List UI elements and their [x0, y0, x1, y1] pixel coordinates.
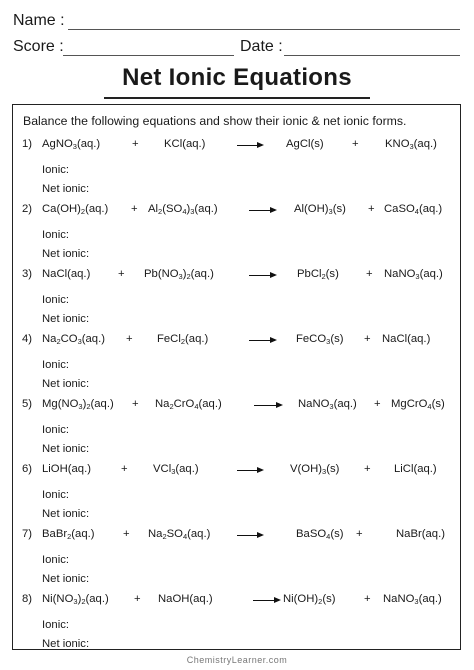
subscript: 2 — [80, 207, 86, 216]
formula-text: NaCl(aq.) — [382, 333, 431, 345]
formula-text: ) — [182, 268, 187, 280]
reactant-2 — [164, 138, 205, 150]
name-line[interactable] — [68, 29, 460, 30]
formula-text: (aq.) — [418, 593, 442, 605]
formula-text: (s) — [332, 203, 346, 215]
subscript: 2 — [180, 337, 186, 346]
equation — [0, 268, 474, 284]
formula-text: (s) — [431, 398, 445, 410]
reactant-2 — [144, 268, 214, 280]
formula-text: Al — [148, 203, 159, 215]
subscript: 3 — [72, 142, 77, 151]
formula-text: (aq.) — [85, 203, 109, 215]
formula-text: (aq.) — [333, 398, 357, 410]
problem-1 — [0, 138, 474, 204]
plus-sign: + — [364, 463, 371, 475]
formula-text: (aq.) — [185, 333, 209, 345]
net-ionic-label: Net ionic: — [42, 183, 90, 195]
score-line[interactable] — [63, 55, 234, 56]
net-ionic-label: Net ionic: — [42, 573, 90, 585]
subscript: 3 — [190, 207, 195, 216]
problem-6 — [0, 463, 474, 529]
instructions: Balance the following equations and show their ionic & net ionic forms. — [23, 114, 407, 128]
formula-text: (s) — [330, 333, 344, 345]
formula-text: (aq.) — [187, 528, 211, 540]
reactant-2 — [157, 333, 208, 345]
formula-text: (SO — [162, 203, 183, 215]
formula-text: (aq.) — [81, 333, 105, 345]
subscript: 3 — [178, 272, 183, 281]
equation — [0, 528, 474, 544]
net-ionic-label: Net ionic: — [42, 248, 90, 260]
formula-text: AgCl(s) — [286, 138, 324, 150]
problem-5 — [0, 398, 474, 464]
formula-text: VCl — [153, 463, 172, 475]
formula-text: Mg(NO — [42, 398, 79, 410]
plus-sign: + — [123, 528, 130, 540]
formula-text: FeCO — [296, 333, 327, 345]
formula-text: CaSO — [384, 203, 415, 215]
formula-text: BaBr — [42, 528, 68, 540]
reactant-1 — [42, 593, 109, 605]
net-ionic-label: Net ionic: — [42, 313, 90, 325]
net-ionic-label: Net ionic: — [42, 378, 90, 390]
equation — [0, 463, 474, 479]
problem-number: 5) — [22, 398, 33, 410]
formula-text: ) — [186, 203, 191, 215]
subscript: 3 — [326, 337, 331, 346]
problem-2 — [0, 203, 474, 269]
subscript: 3 — [77, 337, 82, 346]
subscript: 3 — [78, 402, 83, 411]
subscript: 4 — [414, 207, 419, 216]
subscript: 4 — [194, 402, 199, 411]
reaction-arrow-icon — [254, 405, 281, 406]
subscript: 2 — [321, 272, 326, 281]
formula-text: (aq.) — [76, 138, 101, 150]
plus-sign: + — [356, 528, 363, 540]
reactant-1 — [42, 203, 108, 215]
plus-sign: + — [131, 203, 138, 215]
product-2 — [384, 203, 442, 215]
formula-text: V(OH) — [290, 463, 323, 475]
product-1 — [296, 528, 344, 540]
formula-text: SO — [166, 528, 183, 540]
subscript: 3 — [329, 402, 334, 411]
subscript: 3 — [73, 597, 78, 606]
net-ionic-label: Net ionic: — [42, 638, 90, 650]
subscript: 3 — [322, 467, 327, 476]
formula-text: Na — [42, 333, 57, 345]
product-2 — [384, 268, 443, 280]
problem-number: 8) — [22, 593, 33, 605]
product-1 — [290, 463, 339, 475]
formula-text: (s) — [326, 463, 340, 475]
formula-text: (s) — [325, 268, 339, 280]
formula-text: (aq.) — [418, 203, 443, 215]
formula-text: ) — [77, 593, 82, 605]
reactant-1 — [42, 138, 100, 150]
plus-sign: + — [134, 593, 141, 605]
ionic-label: Ionic: — [42, 164, 70, 176]
reactant-1 — [42, 268, 90, 280]
reaction-arrow-icon — [237, 145, 262, 146]
subscript: 2 — [162, 532, 167, 541]
subscript: 2 — [56, 337, 61, 346]
formula-text: (aq.) — [85, 593, 109, 605]
problem-number: 3) — [22, 268, 33, 280]
formula-text: AgNO — [42, 138, 73, 150]
formula-text: NaBr(aq.) — [396, 528, 445, 540]
reactant-1 — [42, 463, 91, 475]
formula-text: CO — [60, 333, 78, 345]
equation — [0, 203, 474, 219]
subscript: 3 — [409, 142, 414, 151]
ionic-label: Ionic: — [42, 489, 70, 501]
product-1 — [298, 398, 357, 410]
page-title: Net Ionic Equations — [122, 64, 352, 91]
formula-text: NaNO — [384, 268, 416, 280]
ionic-label: Ionic: — [42, 554, 70, 566]
subscript: 2 — [186, 272, 191, 281]
ionic-label: Ionic: — [42, 424, 70, 436]
plus-sign: + — [352, 138, 359, 150]
ionic-label: Ionic: — [42, 359, 70, 371]
reaction-arrow-icon — [237, 535, 262, 536]
net-ionic-label: Net ionic: — [42, 443, 90, 455]
problem-number: 6) — [22, 463, 33, 475]
net-ionic-label: Net ionic: — [42, 508, 90, 520]
plus-sign: + — [126, 333, 133, 345]
formula-text: Ca(OH) — [42, 203, 81, 215]
formula-text: Ni(OH) — [283, 593, 319, 605]
problem-3 — [0, 268, 474, 334]
reactant-2 — [155, 398, 222, 410]
ionic-label: Ionic: — [42, 619, 70, 631]
reaction-arrow-icon — [237, 470, 262, 471]
reactant-1 — [42, 398, 114, 410]
formula-text: Al(OH) — [294, 203, 329, 215]
ionic-label: Ionic: — [42, 294, 70, 306]
product-1 — [297, 268, 339, 280]
subscript: 4 — [182, 207, 187, 216]
subscript: 2 — [318, 597, 323, 606]
formula-text: (aq.) — [71, 528, 95, 540]
subscript: 3 — [328, 207, 333, 216]
subscript: 4 — [427, 402, 432, 411]
formula-text: (aq.) — [90, 398, 114, 410]
formula-text: (aq.) — [419, 268, 443, 280]
plus-sign: + — [118, 268, 125, 280]
formula-text: Pb(NO — [144, 268, 179, 280]
plus-sign: + — [121, 463, 128, 475]
subscript: 2 — [86, 402, 91, 411]
product-2 — [394, 463, 437, 475]
reaction-arrow-icon — [249, 275, 275, 276]
formula-text: NaCl(aq.) — [42, 268, 91, 280]
equation — [0, 398, 474, 414]
problem-number: 1) — [22, 138, 33, 150]
subscript: 3 — [415, 272, 420, 281]
subscript: 2 — [169, 402, 174, 411]
plus-sign: + — [368, 203, 375, 215]
product-2 — [396, 528, 445, 540]
date-label: Date : — [240, 38, 283, 55]
reactant-2 — [148, 528, 210, 540]
reactant-2 — [148, 203, 218, 215]
formula-text: (aq.) — [194, 203, 218, 215]
name-label: Name : — [13, 12, 65, 29]
subscript: 4 — [326, 532, 331, 541]
ionic-label: Ionic: — [42, 229, 70, 241]
reactant-2 — [158, 593, 213, 605]
title-underline — [104, 97, 370, 99]
reactant-1 — [42, 528, 95, 540]
formula-text: (aq.) — [413, 138, 437, 150]
formula-text: NaOH(aq.) — [158, 593, 213, 605]
subscript: 4 — [182, 532, 188, 541]
product-2 — [385, 138, 437, 150]
score-label: Score : — [13, 38, 64, 55]
plus-sign: + — [374, 398, 381, 410]
problem-number: 7) — [22, 528, 33, 540]
plus-sign: + — [132, 138, 139, 150]
formula-text: MgCrO — [391, 398, 428, 410]
formula-text: (s) — [322, 593, 336, 605]
product-2 — [382, 333, 430, 345]
problem-7 — [0, 528, 474, 594]
product-2 — [391, 398, 445, 410]
product-1 — [296, 333, 344, 345]
formula-text: Na — [155, 398, 170, 410]
reaction-arrow-icon — [249, 210, 275, 211]
subscript: 2 — [158, 207, 163, 216]
formula-text: Na — [148, 528, 163, 540]
reaction-arrow-icon — [253, 600, 279, 601]
formula-text: PbCl — [297, 268, 322, 280]
equation — [0, 138, 474, 154]
formula-text: (aq.) — [190, 268, 214, 280]
equation — [0, 333, 474, 349]
problem-8 — [0, 593, 474, 659]
reaction-arrow-icon — [249, 340, 275, 341]
subscript: 2 — [67, 532, 72, 541]
plus-sign: + — [366, 268, 373, 280]
formula-text: ) — [82, 398, 87, 410]
formula-text: LiOH(aq.) — [42, 463, 91, 475]
subscript: 3 — [171, 467, 176, 476]
subscript: 2 — [81, 597, 86, 606]
product-1 — [286, 138, 324, 150]
problem-number: 4) — [22, 333, 33, 345]
plus-sign: + — [132, 398, 139, 410]
product-2 — [383, 593, 442, 605]
footer-brand: ChemistryLearner.com — [186, 655, 288, 665]
reactant-2 — [153, 463, 199, 475]
problem-number: 2) — [22, 203, 33, 215]
formula-text: LiCl(aq.) — [394, 463, 437, 475]
equation — [0, 593, 474, 609]
date-line[interactable] — [284, 55, 460, 56]
problem-4 — [0, 333, 474, 399]
formula-text: NaNO — [298, 398, 330, 410]
formula-text: Ni(NO — [42, 593, 74, 605]
formula-text: FeCl — [157, 333, 181, 345]
product-1 — [283, 593, 336, 605]
formula-text: (aq.) — [175, 463, 199, 475]
formula-text: (aq.) — [198, 398, 222, 410]
plus-sign: + — [364, 333, 371, 345]
formula-text: NaNO — [383, 593, 415, 605]
formula-text: BaSO — [296, 528, 327, 540]
formula-text: CrO — [173, 398, 195, 410]
formula-text: KCl(aq.) — [164, 138, 206, 150]
product-1 — [294, 203, 346, 215]
formula-text: (s) — [330, 528, 344, 540]
plus-sign: + — [364, 593, 371, 605]
subscript: 3 — [414, 597, 419, 606]
formula-text: KNO — [385, 138, 410, 150]
reactant-1 — [42, 333, 105, 345]
